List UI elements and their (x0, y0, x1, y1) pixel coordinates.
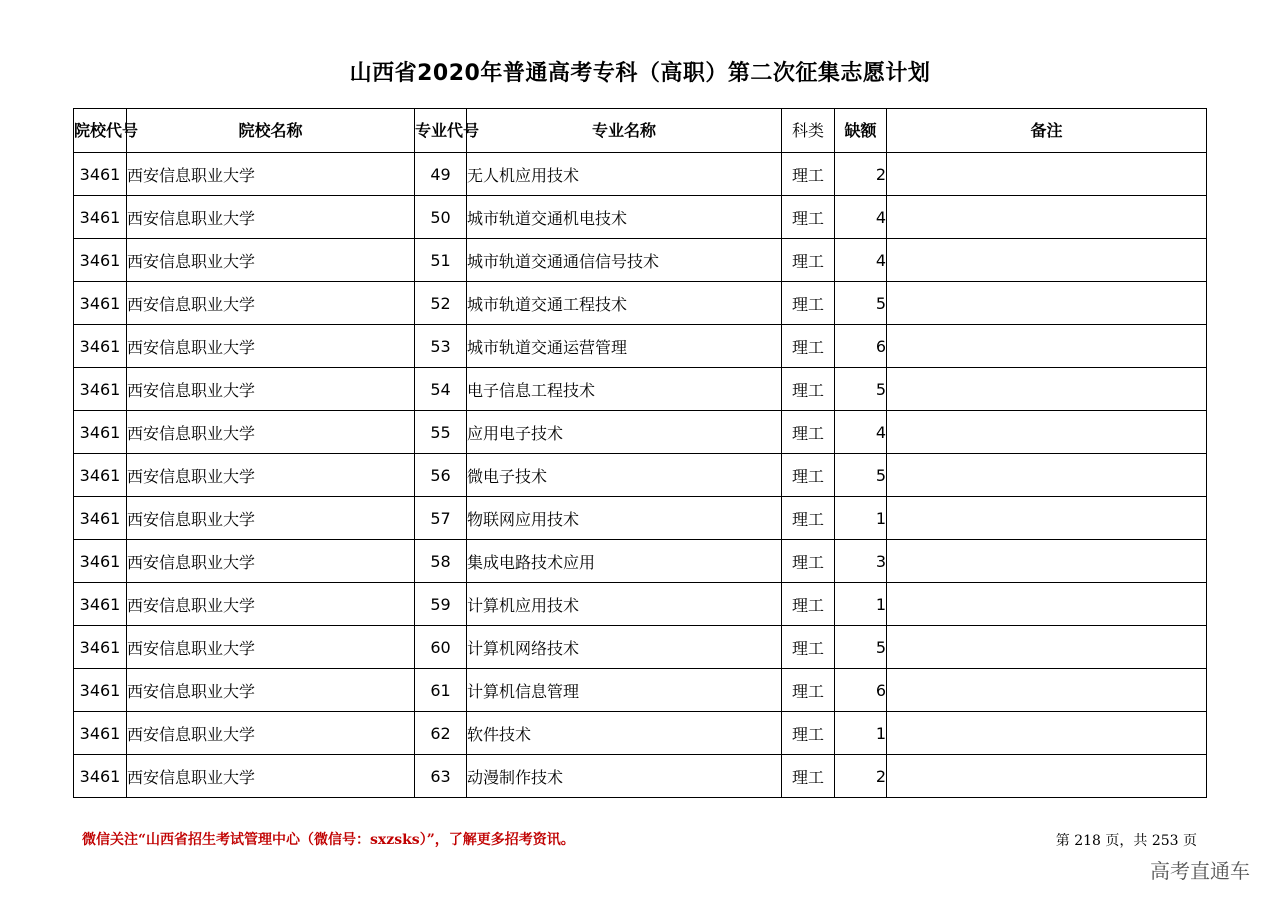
page-title: 山西省2020年普通高考专科（高职）第二次征集志愿计划 (349, 61, 931, 86)
cell-major-name: 动漫制作技术 (467, 755, 782, 798)
footer-page-info: 第 218 页，共 253 页 (1055, 833, 1197, 849)
cell-major-name: 计算机信息管理 (467, 669, 782, 712)
cell-major-name: 物联网应用技术 (467, 497, 782, 540)
cell-school-code: 3461 (74, 540, 127, 583)
cell-major-code: 60 (415, 626, 467, 669)
table-row (74, 712, 1207, 755)
cell-school-name: 西安信息职业大学 (127, 540, 415, 583)
cell-quota: 5 (835, 454, 887, 497)
cell-school-code: 3461 (74, 196, 127, 239)
cell-school-code: 3461 (74, 411, 127, 454)
cell-major-name: 城市轨道交通工程技术 (467, 282, 782, 325)
cell-category: 理工 (782, 755, 835, 798)
cell-remark (887, 153, 1207, 196)
cell-school-name: 西安信息职业大学 (127, 669, 415, 712)
cell-school-code: 3461 (74, 712, 127, 755)
cell-remark (887, 239, 1207, 282)
cell-school-code: 3461 (74, 239, 127, 282)
cell-category: 理工 (782, 411, 835, 454)
table-row (74, 454, 1207, 497)
cell-remark (887, 626, 1207, 669)
cell-school-code: 3461 (74, 497, 127, 540)
cell-school-name: 西安信息职业大学 (127, 626, 415, 669)
cell-school-code: 3461 (74, 669, 127, 712)
cell-category: 理工 (782, 669, 835, 712)
cell-major-code: 63 (415, 755, 467, 798)
watermark-text: 高考直通车 (1150, 859, 1250, 883)
cell-school-code: 3461 (74, 368, 127, 411)
table-row (74, 755, 1207, 798)
cell-school-code: 3461 (74, 325, 127, 368)
cell-major-code: 53 (415, 325, 467, 368)
footer-notice: 微信关注“山西省招生考试管理中心（微信号：sxzsks）”，了解更多招考资讯。 (82, 832, 575, 848)
cell-major-name: 计算机应用技术 (467, 583, 782, 626)
cell-school-name: 西安信息职业大学 (127, 454, 415, 497)
cell-category: 理工 (782, 282, 835, 325)
cell-quota: 5 (835, 368, 887, 411)
cell-category: 理工 (782, 497, 835, 540)
cell-school-name: 西安信息职业大学 (127, 411, 415, 454)
cell-quota: 1 (835, 583, 887, 626)
cell-quota: 5 (835, 626, 887, 669)
cell-major-code: 49 (415, 153, 467, 196)
cell-quota: 4 (835, 196, 887, 239)
cell-quota: 4 (835, 411, 887, 454)
cell-school-code: 3461 (74, 755, 127, 798)
cell-school-code: 3461 (74, 282, 127, 325)
cell-school-name: 西安信息职业大学 (127, 196, 415, 239)
cell-remark (887, 583, 1207, 626)
cell-school-code: 3461 (74, 626, 127, 669)
cell-quota: 2 (835, 755, 887, 798)
table-header-row (74, 109, 1207, 153)
table-row (74, 196, 1207, 239)
cell-remark (887, 454, 1207, 497)
cell-quota: 1 (835, 497, 887, 540)
cell-category: 理工 (782, 368, 835, 411)
cell-major-code: 56 (415, 454, 467, 497)
cell-school-name: 西安信息职业大学 (127, 153, 415, 196)
cell-school-name: 西安信息职业大学 (127, 497, 415, 540)
cell-major-name: 应用电子技术 (467, 411, 782, 454)
cell-remark (887, 325, 1207, 368)
header-school-code: 院校代号 (74, 109, 127, 153)
table-row (74, 540, 1207, 583)
cell-remark (887, 540, 1207, 583)
cell-quota: 2 (835, 153, 887, 196)
header-major-name: 专业名称 (467, 109, 782, 153)
cell-remark (887, 196, 1207, 239)
cell-quota: 6 (835, 669, 887, 712)
cell-major-code: 57 (415, 497, 467, 540)
cell-major-code: 55 (415, 411, 467, 454)
cell-major-code: 50 (415, 196, 467, 239)
header-major-code: 专业代号 (415, 109, 467, 153)
cell-major-code: 52 (415, 282, 467, 325)
header-remark: 备注 (887, 109, 1207, 153)
cell-quota: 4 (835, 239, 887, 282)
table-row (74, 669, 1207, 712)
cell-category: 理工 (782, 540, 835, 583)
cell-school-name: 西安信息职业大学 (127, 712, 415, 755)
cell-school-code: 3461 (74, 454, 127, 497)
cell-school-name: 西安信息职业大学 (127, 239, 415, 282)
cell-category: 理工 (782, 196, 835, 239)
header-quota: 缺额 (835, 109, 887, 153)
cell-remark (887, 411, 1207, 454)
cell-category: 理工 (782, 583, 835, 626)
header-category: 科类 (782, 109, 835, 153)
cell-remark (887, 755, 1207, 798)
cell-major-name: 软件技术 (467, 712, 782, 755)
cell-school-name: 西安信息职业大学 (127, 282, 415, 325)
header-school-name: 院校名称 (127, 109, 415, 153)
cell-major-name: 微电子技术 (467, 454, 782, 497)
table-row (74, 626, 1207, 669)
cell-major-code: 59 (415, 583, 467, 626)
cell-major-name: 城市轨道交通机电技术 (467, 196, 782, 239)
cell-category: 理工 (782, 153, 835, 196)
cell-remark (887, 712, 1207, 755)
cell-major-name: 城市轨道交通通信信号技术 (467, 239, 782, 282)
cell-major-code: 58 (415, 540, 467, 583)
cell-quota: 3 (835, 540, 887, 583)
cell-category: 理工 (782, 325, 835, 368)
cell-category: 理工 (782, 712, 835, 755)
cell-major-name: 计算机网络技术 (467, 626, 782, 669)
cell-school-name: 西安信息职业大学 (127, 583, 415, 626)
table-row (74, 325, 1207, 368)
cell-school-code: 3461 (74, 153, 127, 196)
table-row (74, 583, 1207, 626)
cell-category: 理工 (782, 454, 835, 497)
cell-school-name: 西安信息职业大学 (127, 755, 415, 798)
table-row (74, 239, 1207, 282)
table-row (74, 368, 1207, 411)
cell-major-name: 无人机应用技术 (467, 153, 782, 196)
cell-major-code: 51 (415, 239, 467, 282)
cell-quota: 5 (835, 282, 887, 325)
cell-category: 理工 (782, 239, 835, 282)
cell-quota: 1 (835, 712, 887, 755)
cell-major-name: 电子信息工程技术 (467, 368, 782, 411)
table-row (74, 282, 1207, 325)
cell-school-name: 西安信息职业大学 (127, 368, 415, 411)
plan-table (73, 108, 1207, 798)
cell-remark (887, 497, 1207, 540)
cell-remark (887, 368, 1207, 411)
cell-school-code: 3461 (74, 583, 127, 626)
cell-major-code: 62 (415, 712, 467, 755)
cell-remark (887, 669, 1207, 712)
cell-remark (887, 282, 1207, 325)
cell-school-name: 西安信息职业大学 (127, 325, 415, 368)
table-row (74, 411, 1207, 454)
table-row (74, 153, 1207, 196)
cell-quota: 6 (835, 325, 887, 368)
cell-category: 理工 (782, 626, 835, 669)
cell-major-code: 61 (415, 669, 467, 712)
cell-major-name: 城市轨道交通运营管理 (467, 325, 782, 368)
cell-major-code: 54 (415, 368, 467, 411)
table-row (74, 497, 1207, 540)
cell-major-name: 集成电路技术应用 (467, 540, 782, 583)
